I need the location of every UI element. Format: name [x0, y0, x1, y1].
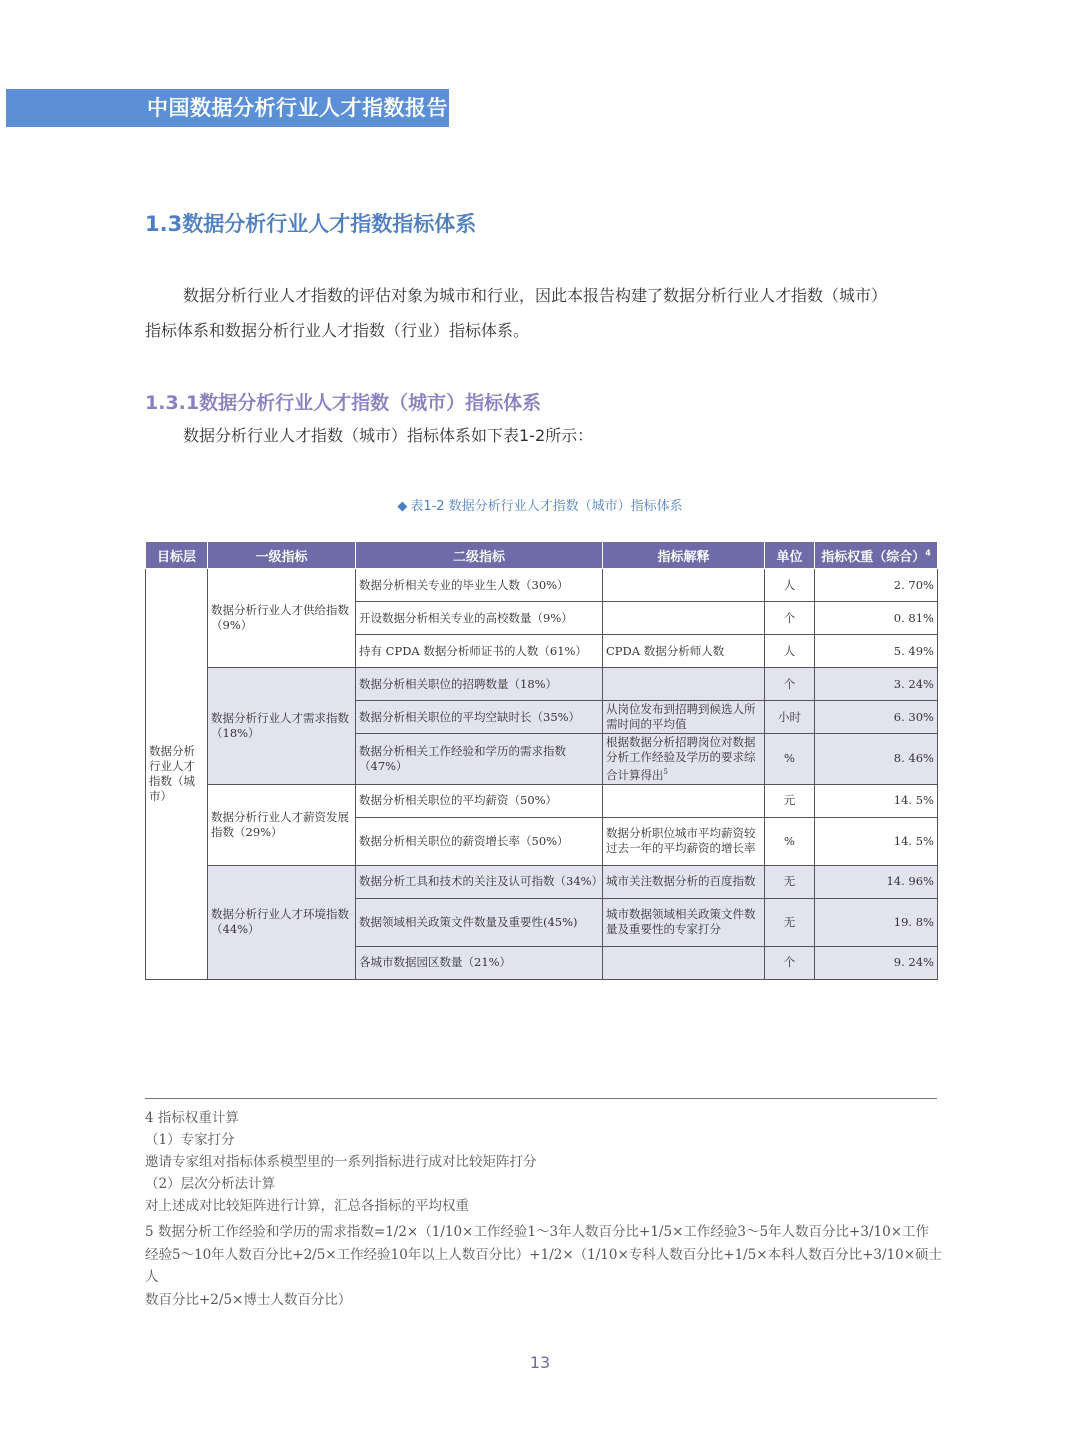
diamond-icon: ◆: [397, 499, 408, 514]
explanation-cell: 数据分析职位城市平均薪资较过去一年的平均薪资的增长率: [603, 817, 765, 865]
weight-cell: 9. 24%: [815, 946, 938, 979]
weight-cell: 8. 46%: [815, 734, 938, 785]
header-level2: 二级指标: [356, 542, 603, 569]
footnote-5-line: 5 数据分析工作经验和学历的需求指数=1/2×（1/10×工作经验1～3年人数百分比+1/5×工作经验3～5年人数百分比+3/10×工作: [145, 1224, 930, 1240]
table-header-row: [146, 542, 938, 569]
paragraph-line: 指标体系和数据分析行业人才指数（行业）指标体系。: [145, 321, 530, 340]
header-level1: 一级指标: [208, 542, 356, 569]
table-row: [146, 784, 938, 817]
explanation-cell: 城市关注数据分析的百度指数: [603, 865, 765, 898]
level2-cell: 开设数据分析相关专业的高校数量（9%）: [356, 602, 603, 635]
header-explanation: 指标解释: [603, 542, 765, 569]
footnote-4-title: 4 指标权重计算: [145, 1110, 239, 1126]
level2-cell: 持有 CPDA 数据分析师证书的人数（61%）: [356, 635, 603, 668]
section-title: 1.3数据分析行业人才指数指标体系: [145, 212, 477, 236]
paragraph-line: 数据分析行业人才指数的评估对象为城市和行业，因此本报告构建了数据分析行业人才指数（城市）: [183, 286, 888, 305]
explanation-cell: 从岗位发布到招聘到候选人所需时间的平均值: [603, 701, 765, 734]
weight-cell: 14. 5%: [815, 784, 938, 817]
weight-cell: 19. 8%: [815, 898, 938, 946]
unit-cell: 个: [765, 946, 815, 979]
section-paragraph: [145, 278, 935, 348]
table-row: [146, 865, 938, 898]
footnote-5-line: 经验5～10年人数百分比+2/5×工作经验10年以上人数百分比）+1/2×（1/10×专科人数百分比+1/5×本科人数百分比+3/10×硕士人: [145, 1246, 943, 1285]
level2-cell: 数据分析相关专业的毕业生人数（30%）: [356, 569, 603, 602]
explanation-cell: [603, 602, 765, 635]
weight-cell: 3. 24%: [815, 668, 938, 701]
weight-cell: 14. 96%: [815, 865, 938, 898]
footnote-4-step2-text: 对上述成对比较矩阵进行计算，汇总各指标的平均权重: [145, 1198, 469, 1214]
footnote-divider: [145, 1098, 937, 1099]
level1-cell: 数据分析行业人才环境指数（44%）: [208, 865, 356, 979]
unit-cell: 个: [765, 602, 815, 635]
level2-cell: 数据分析相关职位的平均薪资（50%）: [356, 784, 603, 817]
explanation-cell: [603, 784, 765, 817]
level1-cell: 数据分析行业人才薪资发展指数（29%）: [208, 784, 356, 865]
explanation-cell: [603, 946, 765, 979]
page-number: 13: [529, 1353, 551, 1372]
level2-cell: 数据分析相关职位的薪资增长率（50%）: [356, 817, 603, 865]
table-row: [146, 668, 938, 701]
weight-cell: 6. 30%: [815, 701, 938, 734]
footnote-4-step1: （1）专家打分: [145, 1132, 235, 1148]
level2-cell: 数据分析工具和技术的关注及认可指数（34%）: [356, 865, 603, 898]
header-target: 目标层: [146, 542, 208, 569]
subsection-title: 1.3.1数据分析行业人才指数（城市）指标体系: [145, 392, 542, 414]
level1-cell: 数据分析行业人才供给指数（9%）: [208, 569, 356, 668]
header-unit: 单位: [765, 542, 815, 569]
header-weight: 指标权重（综合）$^4$: [815, 542, 938, 569]
unit-cell: 小时: [765, 701, 815, 734]
unit-cell: %: [765, 817, 815, 865]
footnote-4-step2: （2）层次分析法计算: [145, 1176, 276, 1192]
unit-cell: 元: [765, 784, 815, 817]
report-banner: 中国数据分析行业人才指数报告: [6, 89, 449, 127]
weight-cell: 14. 5%: [815, 817, 938, 865]
weight-cell: 2. 70%: [815, 569, 938, 602]
table-row: [146, 569, 938, 602]
unit-cell: 无: [765, 898, 815, 946]
unit-cell: %: [765, 734, 815, 785]
footnote-5: [145, 1221, 945, 1311]
footnote-5-line: 数百分比+2/5×博士人数百分比）: [145, 1291, 352, 1308]
explanation-cell: 城市数据领域相关政策文件数量及重要性的专家打分: [603, 898, 765, 946]
explanation-cell: [603, 569, 765, 602]
target-cell: 数据分析行业人才指数（城市）: [146, 569, 208, 980]
explanation-cell: CPDA 数据分析师人数: [603, 635, 765, 668]
unit-cell: 个: [765, 668, 815, 701]
weight-cell: 0. 81%: [815, 602, 938, 635]
level2-cell: 数据分析相关职位的平均空缺时长（35%）: [356, 701, 603, 734]
table-caption: ◆ 表1-2 数据分析行业人才指数（城市）指标体系: [397, 499, 683, 514]
weight-cell: 5. 49%: [815, 635, 938, 668]
level1-cell: 数据分析行业人才需求指数（18%）: [208, 668, 356, 785]
level2-cell: 数据分析相关工作经验和学历的需求指数（47%）: [356, 734, 603, 785]
explanation-cell: 根据数据分析招聘岗位对数据分析工作经验及学历的要求综合计算得出$^5$: [603, 734, 765, 785]
unit-cell: 人: [765, 635, 815, 668]
explanation-cell: [603, 668, 765, 701]
level2-cell: 各城市数据园区数量（21%）: [356, 946, 603, 979]
footnote-4-step1-text: 邀请专家组对指标体系模型里的一系列指标进行成对比较矩阵打分: [145, 1154, 537, 1170]
subsection-intro: 数据分析行业人才指数（城市）指标体系如下表1-2所示：: [183, 426, 594, 445]
unit-cell: 无: [765, 865, 815, 898]
level2-cell: 数据领域相关政策文件数量及重要性(45%): [356, 898, 603, 946]
unit-cell: 人: [765, 569, 815, 602]
level2-cell: 数据分析相关职位的招聘数量（18%）: [356, 668, 603, 701]
index-table: [145, 541, 938, 980]
